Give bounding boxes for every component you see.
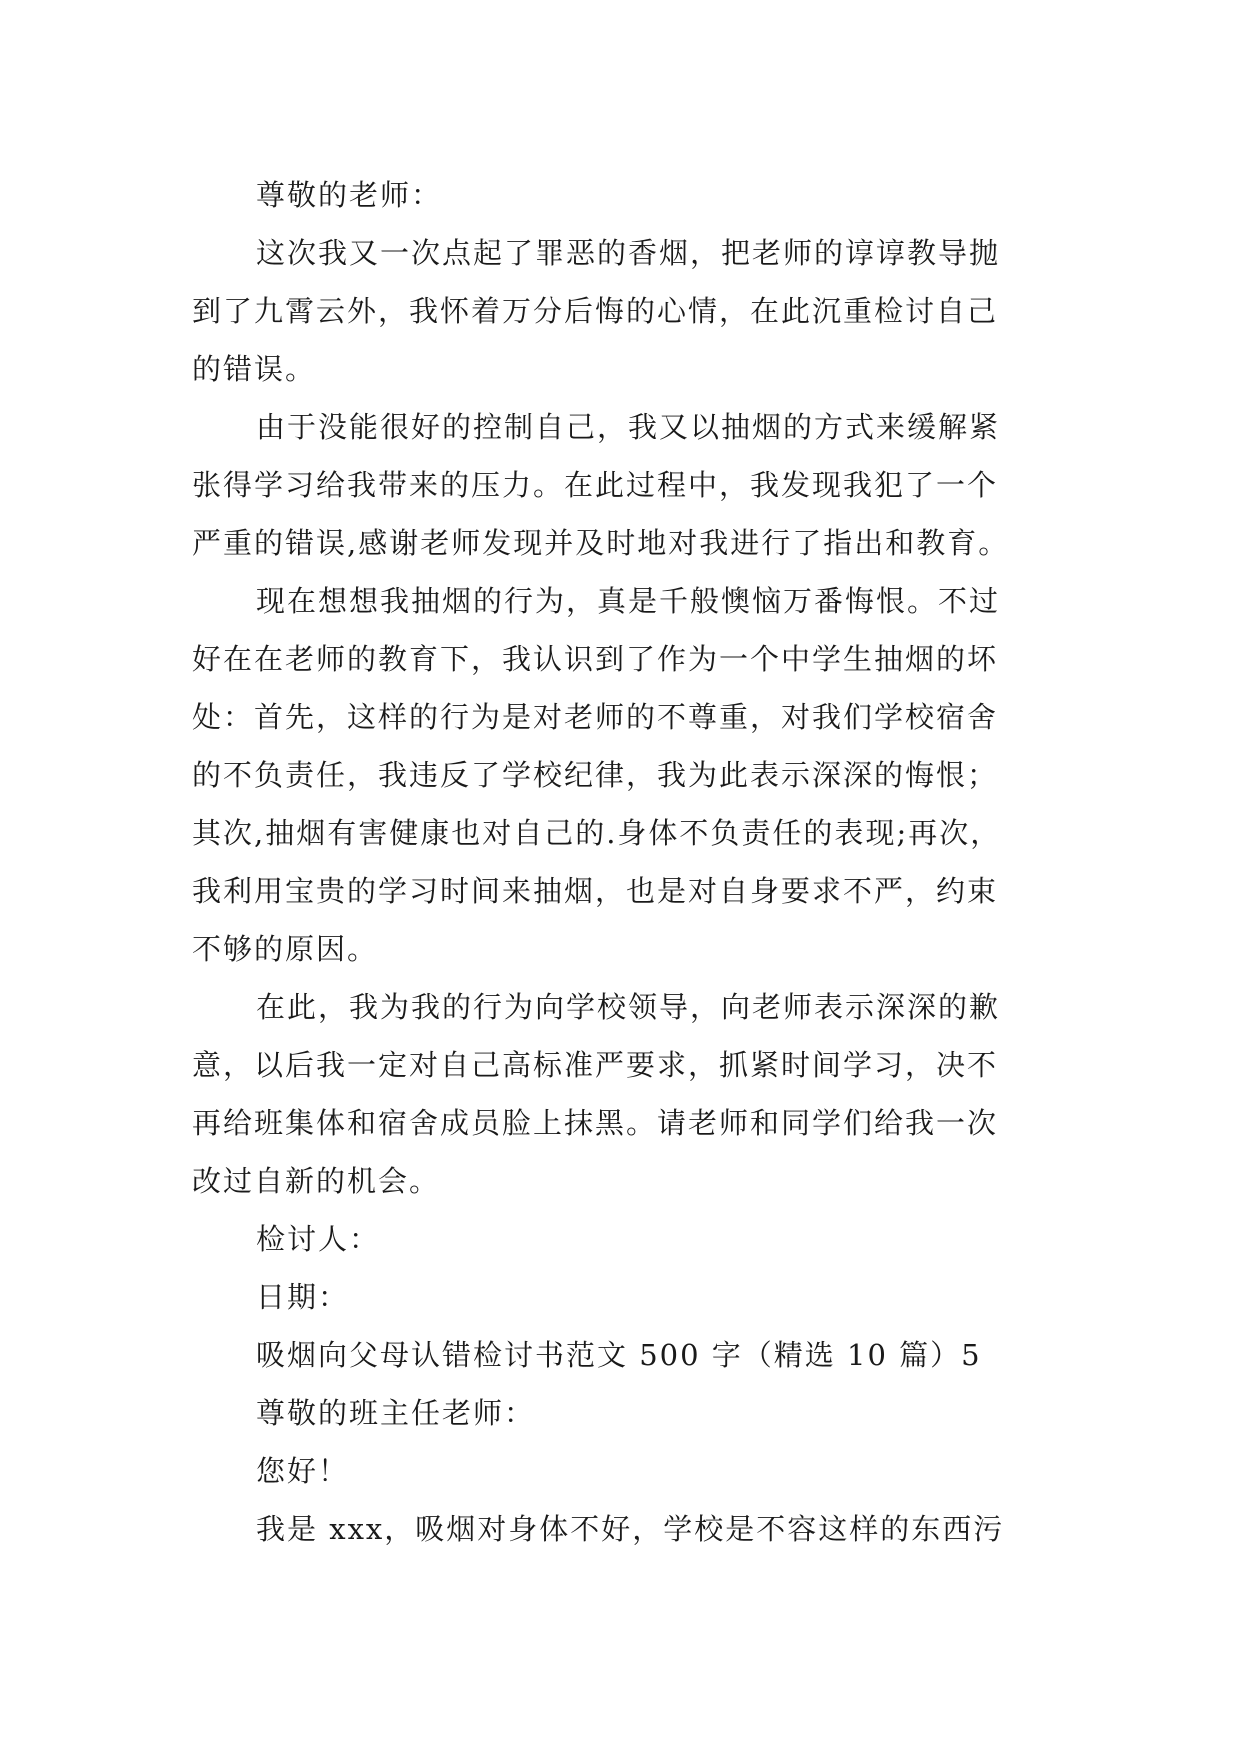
text-line: 在此，我为我的行为向学校领导，向老师表示深深的歉: [256, 990, 1001, 1024]
text-line: 这次我又一次点起了罪恶的香烟，把老师的谆谆教导抛: [256, 236, 1001, 270]
text-line: 您好！: [256, 1454, 350, 1488]
text-line: 由于没能很好的控制自己，我又以抽烟的方式来缓解紧: [256, 410, 1001, 444]
text-line: 其次,抽烟有害健康也对自己的.身体不负责任的表现;再次，: [192, 816, 1002, 850]
text-line: 我利用宝贵的学习时间来抽烟，也是对自身要求不严，约束: [192, 874, 999, 908]
document-body: [192, 166, 1060, 1558]
text-line: 日期：: [256, 1280, 350, 1314]
text-line: 不够的原因。: [192, 932, 379, 966]
text-line: 好在在老师的教育下，我认识到了作为一个中学生抽烟的坏: [192, 642, 999, 676]
text-line: 张得学习给我带来的压力。在此过程中，我发现我犯了一个: [192, 468, 999, 502]
text-line: 再给班集体和宿舍成员脸上抹黑。请老师和同学们给我一次: [192, 1106, 999, 1140]
text-line: 检讨人：: [256, 1222, 381, 1256]
text-line: 尊敬的班主任老师：: [256, 1396, 536, 1430]
text-line: 处：首先，这样的行为是对老师的不尊重，对我们学校宿舍: [192, 700, 999, 734]
text-line: 的错误。: [192, 352, 317, 386]
text-line: 的不负责任，我违反了学校纪律，我为此表示深深的悔恨；: [192, 758, 999, 792]
text-line: 改过自新的机会。: [192, 1164, 441, 1198]
text-line: 尊敬的老师：: [256, 178, 443, 212]
text-line: 到了九霄云外，我怀着万分后悔的心情，在此沉重检讨自己: [192, 294, 999, 328]
text-line: 现在想想我抽烟的行为，真是千般懊恼万番悔恨。不过: [256, 584, 1001, 618]
text-line: 我是 xxx，吸烟对身体不好，学校是不容这样的东西污: [256, 1512, 1005, 1546]
text-line: 严重的错误,感谢老师发现并及时地对我进行了指出和教育。: [192, 526, 1010, 560]
text-line: 吸烟向父母认错检讨书范文 500 字（精选 10 篇）5: [256, 1338, 982, 1372]
text-line: 意，以后我一定对自己高标准严要求，抓紧时间学习，决不: [192, 1048, 999, 1082]
